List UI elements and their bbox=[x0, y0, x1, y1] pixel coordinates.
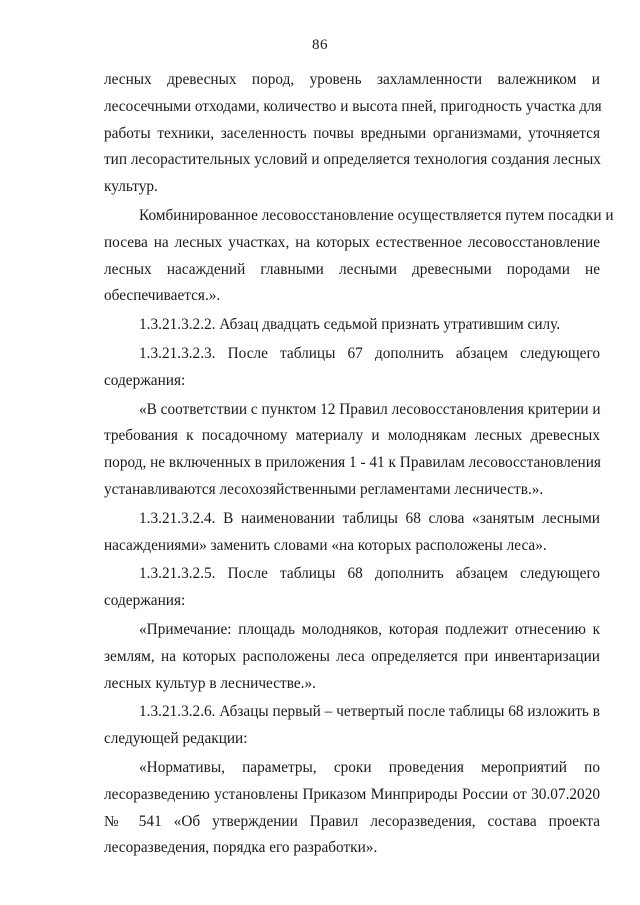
text-line: работы техники, заселенность почвы вредными организмами, уточняется bbox=[104, 124, 600, 142]
page-number: 86 bbox=[312, 37, 328, 53]
text-line: следующей редакции: bbox=[104, 730, 248, 748]
text-line: 1.3.21.3.2.3. После таблицы 67 дополнить абзацем следующего bbox=[139, 344, 600, 362]
text-line: культур. bbox=[104, 178, 158, 196]
text-line: 1.3.21.3.2.6. Абзацы первый – четвертый после таблицы 68 изложить в bbox=[139, 703, 600, 721]
text-line: землям, на которых расположены леса определяется при инвентаризации bbox=[104, 647, 600, 665]
text-line: устанавливаются лесохозяйственными регламентами лесничеств.». bbox=[104, 480, 544, 498]
text-line: «Примечание: площадь молодняков, которая подлежит отнесению к bbox=[139, 620, 600, 638]
text-line: тип лесорастительных условий и определяется технология создания лесных bbox=[104, 151, 601, 169]
text-line: пород, не включенных в приложения 1 - 41 к Правилам лесовосстановления bbox=[104, 454, 601, 472]
text-line: посева на лесных участках, на которых естественное лесовосстановление bbox=[104, 233, 600, 251]
text-line: лесоразведению установлены Приказом Минприроды России от 30.07.2020 bbox=[104, 785, 600, 803]
document-body bbox=[104, 67, 614, 862]
text-line: содержания: bbox=[104, 371, 186, 389]
text-line: требования к посадочному материалу и молоднякам лесных древесных bbox=[104, 427, 600, 445]
text-line: лесных культур в лесничестве.». bbox=[104, 674, 316, 692]
text-line: № 541 «Об утверждении Правил лесоразведения, состава проекта bbox=[104, 812, 600, 830]
text-line: насаждениями» заменить словами «на которых расположены леса». bbox=[104, 536, 547, 554]
text-line: содержания: bbox=[104, 592, 186, 610]
text-line: лесоразведения, порядка его разработки». bbox=[104, 839, 378, 857]
text-line: 1.3.21.3.2.5. После таблицы 68 дополнить абзацем следующего bbox=[139, 565, 600, 583]
text-line: 1.3.21.3.2.4. В наименовании таблицы 68 слова «занятым лесными bbox=[139, 509, 600, 527]
text-line: лесных насаждений главными лесными древесными породами не bbox=[104, 260, 600, 278]
text-line: «Нормативы, параметры, сроки проведения мероприятий по bbox=[139, 758, 600, 776]
text-line: «В соответствии с пунктом 12 Правил лесовосстановления критерии и bbox=[139, 400, 601, 418]
text-line: лесосечными отходами, количество и высота пней, пригодность участка для bbox=[104, 97, 602, 115]
text-line: Комбинированное лесовосстановление осуществляется путем посадки и bbox=[139, 206, 614, 224]
text-line: 1.3.21.3.2.2. Абзац двадцать седьмой признать утратившим силу. bbox=[139, 316, 561, 334]
text-line: обеспечивается.». bbox=[104, 287, 221, 305]
text-line: лесных древесных пород, уровень захламленности валежником и bbox=[104, 71, 600, 88]
